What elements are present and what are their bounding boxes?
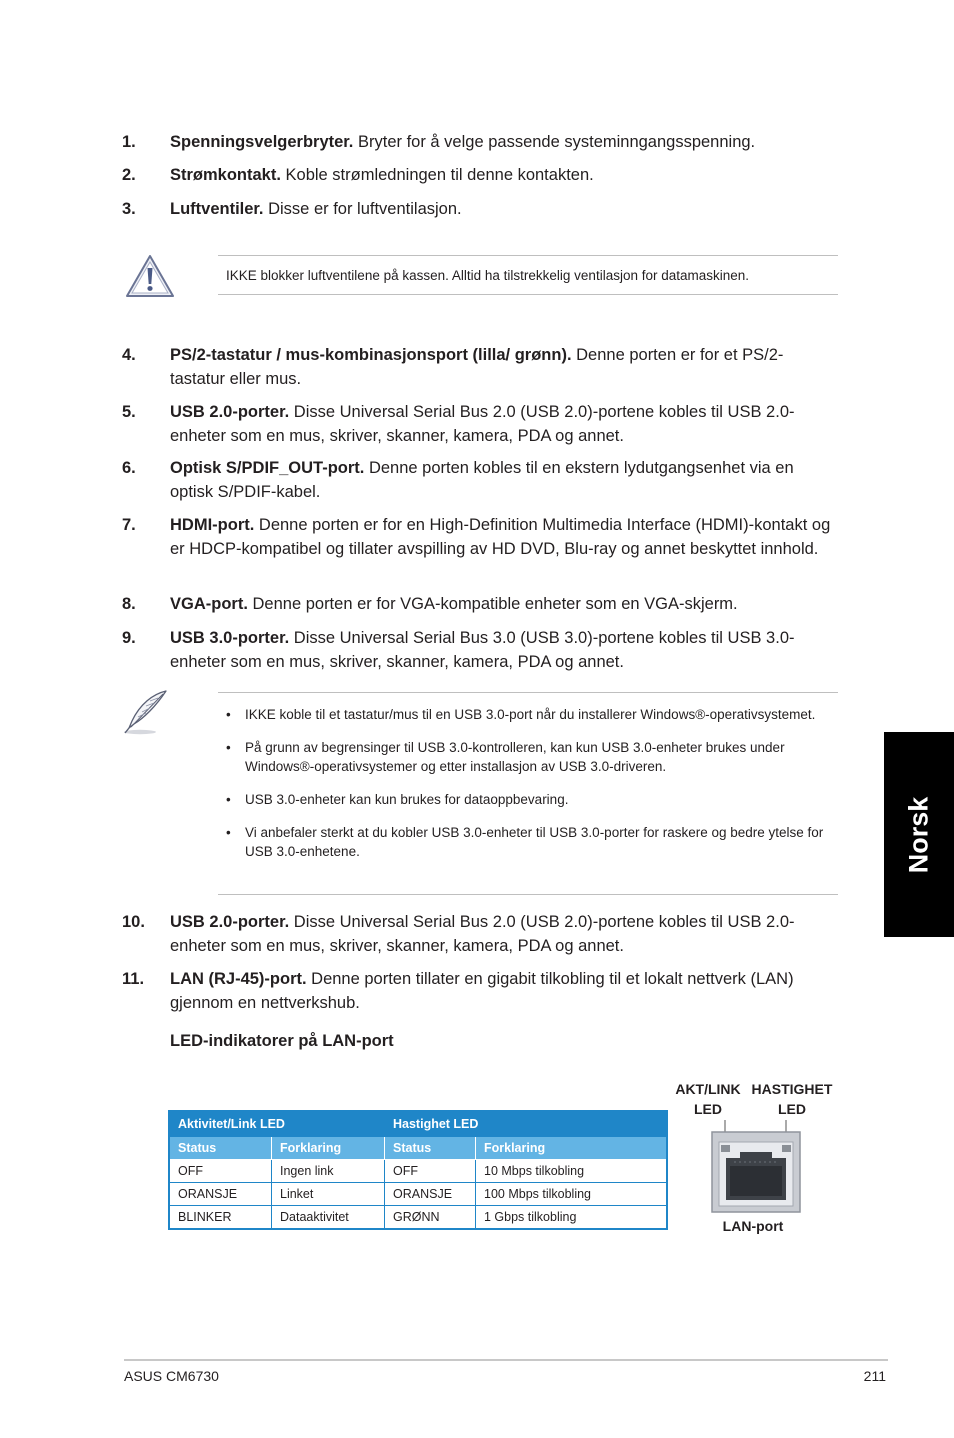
column-header: Status [169,1137,272,1160]
item-number: 7. [122,516,136,534]
list-item [122,130,834,154]
column-header: Forklaring [476,1137,668,1160]
caution-text: IKKE blokker luftventilene på kassen. Alltid ha tilstrekkelig ventilasjon for datamaskinen. [226,268,750,283]
note-text: IKKE koble til et tastatur/mus til en USB 3.0-port når du installerer Windows®-operativsystemet. [245,707,816,722]
lan-port-icon [700,1120,810,1214]
item-number: 11. [122,970,145,988]
table-cell: Dataaktivitet [272,1206,385,1230]
note-pen-icon [120,688,170,738]
language-tab-label: Norsk [903,796,934,873]
table-row [169,1183,667,1206]
column-header: Forklaring [272,1137,385,1160]
item-term: Luftventiler. [170,200,264,218]
item-text: Disse Universal Serial Bus 3.0 (USB 3.0)-portene kobles til USB 3.0-enheter som en mus, skriver, skanner, kamera, PDA og annet. [170,629,795,671]
list-item [122,163,834,187]
led-table [168,1110,668,1230]
item-term: LAN (RJ-45)-port. [170,970,307,988]
item-number: 4. [122,346,136,364]
akt-link-label-line2: LED [694,1101,722,1117]
item-term: Optisk S/PDIF_OUT-port. [170,459,365,477]
bullet: • [226,825,231,840]
item-text: Bryter for å velge passende systeminngangsspenning. [353,133,756,151]
item-text: Denne porten er for VGA-kompatible enheter som en VGA-skjerm. [247,595,738,613]
item-text: Denne porten kobles til en ekstern lydutgangsenhet via en optisk S/PDIF-kabel. [170,459,794,501]
table-cell: ORANSJE [385,1183,476,1206]
table-cell: 100 Mbps tilkobling [476,1183,668,1206]
item-number: 6. [122,459,136,477]
bullet: • [226,792,231,807]
item-term: USB 2.0-porter. [170,403,290,421]
table-group-header [169,1111,667,1137]
item-term: PS/2-tastatur / mus-kombinasjonsport (lilla/ grønn). [170,346,572,364]
list-item [122,910,834,958]
item-term: USB 2.0-porter. [170,913,290,931]
table-cell: 1 Gbps tilkobling [476,1206,668,1230]
caution-icon [124,253,176,299]
table-cell: Linket [272,1183,385,1206]
speed-led-label [746,1079,838,1119]
table-cell: 10 Mbps tilkobling [476,1160,668,1183]
item-number: 3. [122,200,136,218]
column-header: Status [385,1137,476,1160]
item-number: 9. [122,629,136,647]
list-item [122,626,834,674]
note-item [218,823,830,861]
table-cell: Ingen link [272,1160,385,1183]
table-cell: GRØNN [385,1206,476,1230]
item-number: 8. [122,595,136,613]
table-cell: BLINKER [169,1206,272,1230]
speed-led-label-line1: HASTIGHET [751,1081,833,1097]
lan-port-caption: LAN-port [722,1218,784,1234]
table-row [169,1206,667,1230]
table-row [169,1160,667,1183]
item-number: 5. [122,403,136,421]
item-term: Spenningsvelgerbryter. [170,133,354,151]
list-item [122,592,834,616]
note-text: Vi anbefaler sterkt at du kobler USB 3.0-enheter til USB 3.0-porter for raskere og bedre ytelse for USB 3.0-enhetene. [245,825,824,859]
footer-product: ASUS CM6730 [124,1368,219,1384]
item-text: Denne porten er for et PS/2-tastatur eller mus. [170,346,784,388]
led-heading: LED-indikatorer på LAN-port [170,1032,394,1050]
list-item [122,197,834,221]
item-number: 10. [122,913,145,931]
list-item [122,967,834,1015]
note-text: USB 3.0-enheter kan kun brukes for dataoppbevaring. [245,792,569,807]
item-text: Denne porten tillater en gigabit tilkobling til et lokalt nettverk (LAN) gjennom en nettverkshub. [170,970,794,1012]
list-item [122,400,834,448]
item-text: Disse er for luftventilasjon. [263,200,462,218]
item-number: 2. [122,166,136,184]
item-text: Disse Universal Serial Bus 2.0 (USB 2.0)-portene kobles til USB 2.0-enheter som en mus, skriver, skanner, kamera, PDA og annet. [170,403,795,445]
group-header-speed: Hastighet LED [385,1111,668,1137]
caution-note [218,255,838,295]
table-column-header [169,1137,667,1160]
item-number: 1. [122,133,136,151]
item-term: HDMI-port. [170,516,255,534]
item-term: USB 3.0-porter. [170,629,290,647]
table-cell: OFF [169,1160,272,1183]
item-term: VGA-port. [170,595,248,613]
table-cell: OFF [385,1160,476,1183]
list-item [122,513,834,561]
note-item [218,738,830,776]
list-item [122,343,834,391]
akt-link-label-line1: AKT/LINK [675,1081,741,1097]
note-text: På grunn av begrensinger til USB 3.0-kontrolleren, kan kun USB 3.0-enheter brukes under Windows®-operativsystemer og etter installasjon av USB 3.0-driveren. [245,740,785,774]
speed-led-label-line2: LED [778,1101,806,1117]
item-text: Koble strømledningen til denne kontakten. [280,166,594,184]
bullet: • [226,707,231,722]
item-term: Strømkontakt. [170,166,281,184]
language-tab [884,732,954,937]
bullet: • [226,740,231,755]
table-cell: ORANSJE [169,1183,272,1206]
item-text: Disse Universal Serial Bus 2.0 (USB 2.0)-portene kobles til USB 2.0-enheter som en mus, skriver, skanner, kamera, PDA og annet. [170,913,795,955]
list-item [122,456,834,504]
group-header-activity: Aktivitet/Link LED [169,1111,385,1137]
note-item [218,705,830,724]
footer-page-number: 211 [863,1368,886,1384]
note-list [218,705,830,861]
footer-rule [124,1359,888,1361]
note-item [218,790,830,809]
akt-link-label [668,1079,748,1119]
item-text: Denne porten er for en High-Definition Multimedia Interface (HDMI)-kontakt og er HDCP-kompatibel og tillater avspilling av HD DVD, Blu-ray og annet beskyttet innhold. [170,516,831,558]
note-box [218,692,838,895]
